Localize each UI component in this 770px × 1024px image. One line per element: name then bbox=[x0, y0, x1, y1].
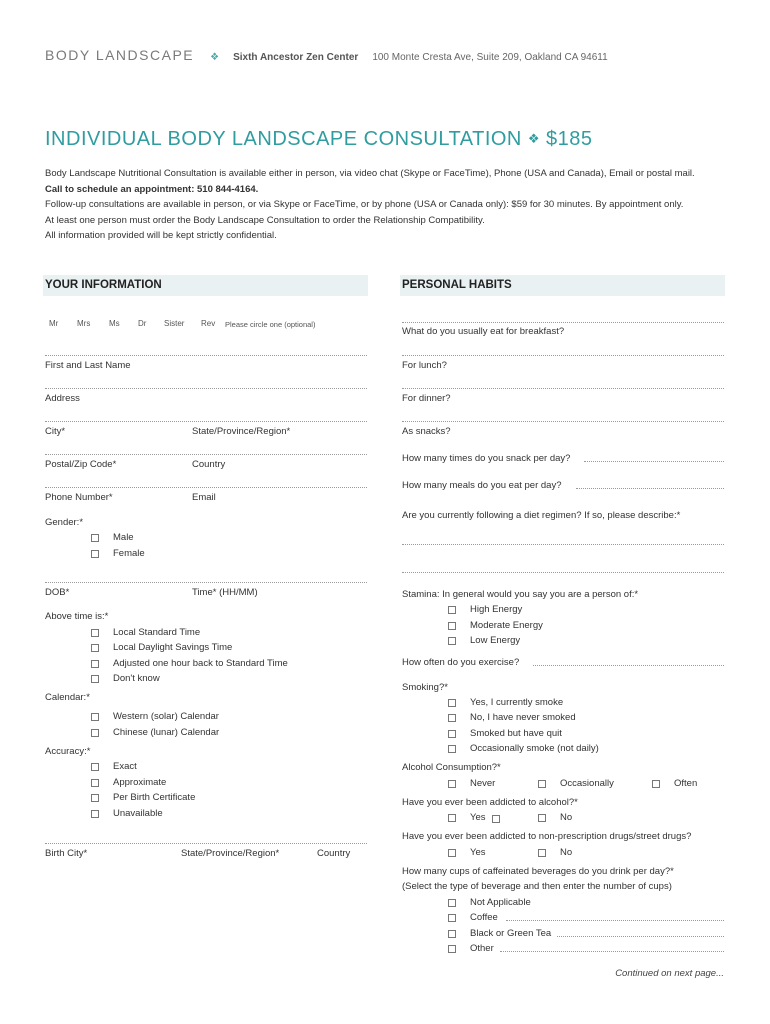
addicted-alcohol-yes-box[interactable] bbox=[492, 814, 500, 825]
title-option-mrs[interactable]: Mrs bbox=[77, 319, 91, 328]
checkbox[interactable] bbox=[91, 675, 99, 683]
meals-field[interactable] bbox=[576, 488, 724, 489]
checkbox[interactable] bbox=[448, 899, 456, 907]
snack-times-label: How many times do you snack per day? bbox=[402, 453, 571, 464]
country-label: Country bbox=[192, 459, 226, 470]
checkbox[interactable] bbox=[91, 794, 99, 802]
snacks-label: As snacks? bbox=[402, 426, 451, 437]
checkbox[interactable] bbox=[448, 637, 456, 645]
birth-city-label: Birth City* bbox=[45, 848, 88, 859]
diet-field-line[interactable] bbox=[402, 544, 724, 545]
intro-line: Body Landscape Nutritional Consultation is available either in person, via video chat (Skype or FaceTime), Phone (USA and Canada), Email or postal mail. bbox=[45, 168, 695, 179]
dob-field-line[interactable] bbox=[45, 582, 367, 583]
title-main: INDIVIDUAL BODY LANDSCAPE CONSULTATION bbox=[45, 128, 522, 150]
intro-line: Follow-up consultations are available in person, or via Skype or FaceTime, or by phone (USA or Canada only): $59 for 30 minutes. By appointment only. bbox=[45, 199, 684, 210]
title-option-dr[interactable]: Dr bbox=[138, 319, 147, 328]
checkbox[interactable] bbox=[91, 810, 99, 818]
title-option-sister[interactable]: Sister bbox=[164, 319, 185, 328]
checkbox[interactable] bbox=[91, 729, 99, 737]
exercise-label: How often do you exercise? bbox=[402, 657, 520, 668]
dob-label: DOB* bbox=[45, 587, 70, 598]
checkbox[interactable] bbox=[652, 780, 660, 788]
intro-phone-line: Call to schedule an appointment: 510 844-4164. bbox=[45, 183, 259, 195]
checkbox[interactable] bbox=[492, 815, 500, 823]
dinner-field-line[interactable] bbox=[402, 388, 724, 389]
stamina-label: Stamina: In general would you say you are a person of:* bbox=[402, 589, 639, 600]
calendar-label: Calendar:* bbox=[45, 692, 90, 703]
alcohol-label: Alcohol Consumption?* bbox=[402, 762, 501, 773]
address-field-line[interactable] bbox=[45, 388, 367, 389]
checkbox[interactable] bbox=[91, 763, 99, 771]
diamond-separator-icon: ❖ bbox=[210, 52, 220, 63]
other-cups-field[interactable] bbox=[500, 951, 724, 952]
center-name: Sixth Ancestor Zen Center bbox=[233, 52, 359, 63]
exercise-field[interactable] bbox=[533, 665, 724, 666]
diet-field-line[interactable] bbox=[402, 572, 724, 573]
checkbox[interactable] bbox=[91, 550, 99, 558]
continued-note: Continued on next page... bbox=[615, 968, 724, 979]
checkbox[interactable] bbox=[91, 713, 99, 721]
title-option-ms[interactable]: Ms bbox=[109, 319, 120, 328]
page-title bbox=[45, 128, 593, 151]
state-label: State/Province/Region* bbox=[192, 426, 291, 437]
checkbox[interactable] bbox=[448, 699, 456, 707]
checkbox[interactable] bbox=[448, 945, 456, 953]
snack-times-field[interactable] bbox=[584, 461, 724, 462]
checkbox[interactable] bbox=[91, 629, 99, 637]
checkbox[interactable] bbox=[538, 780, 546, 788]
section-heading-your-information: YOUR INFORMATION bbox=[43, 275, 368, 296]
title-note: Please circle one (optional) bbox=[225, 320, 316, 329]
time-label: Time* (HH/MM) bbox=[192, 587, 258, 598]
lunch-label: For lunch? bbox=[402, 360, 447, 371]
checkbox[interactable] bbox=[448, 730, 456, 738]
title-price: $185 bbox=[546, 128, 593, 150]
postal-code-label: Postal/Zip Code* bbox=[45, 459, 117, 470]
checkbox[interactable] bbox=[538, 814, 546, 822]
diet-label: Are you currently following a diet regimen? If so, please describe:* bbox=[402, 510, 681, 521]
smoking-label: Smoking?* bbox=[402, 682, 448, 693]
accuracy-label: Accuracy:* bbox=[45, 746, 91, 757]
address-label: Address bbox=[45, 393, 80, 404]
checkbox[interactable] bbox=[91, 534, 99, 542]
intro-line: At least one person must order the Body Landscape Consultation to order the Relationship Compatibility. bbox=[45, 214, 485, 226]
brand-name: BODY LANDSCAPE bbox=[45, 47, 195, 63]
checkbox[interactable] bbox=[91, 644, 99, 652]
lunch-field-line[interactable] bbox=[402, 355, 724, 356]
gender-label: Gender:* bbox=[45, 517, 84, 528]
checkbox[interactable] bbox=[448, 745, 456, 753]
breakfast-field-line[interactable] bbox=[402, 322, 724, 323]
meals-label: How many meals do you eat per day? bbox=[402, 480, 562, 491]
tea-cups-field[interactable] bbox=[557, 936, 724, 937]
breakfast-label: What do you usually eat for breakfast? bbox=[402, 326, 565, 337]
title-option-rev[interactable]: Rev bbox=[201, 319, 216, 328]
snacks-field-line[interactable] bbox=[402, 421, 724, 422]
first-last-name-label: First and Last Name bbox=[45, 360, 131, 371]
section-heading-personal-habits: PERSONAL HABITS bbox=[400, 275, 725, 296]
checkbox[interactable] bbox=[91, 660, 99, 668]
addicted-drugs-label: Have you ever been addicted to non-prescription drugs/street drugs? bbox=[402, 831, 692, 842]
phone-field-line[interactable] bbox=[45, 487, 367, 488]
postal-field-line[interactable] bbox=[45, 454, 367, 455]
checkbox[interactable] bbox=[448, 849, 456, 857]
coffee-cups-field[interactable] bbox=[506, 920, 724, 921]
intro-line: All information provided will be kept strictly confidential. bbox=[45, 230, 277, 241]
above-time-label: Above time is:* bbox=[45, 611, 109, 622]
birth-city-field-line[interactable] bbox=[45, 843, 367, 844]
checkbox[interactable] bbox=[448, 714, 456, 722]
intro-text bbox=[45, 166, 735, 244]
checkbox[interactable] bbox=[448, 780, 456, 788]
checkbox[interactable] bbox=[538, 849, 546, 857]
checkbox[interactable] bbox=[448, 914, 456, 922]
addicted-alcohol-label: Have you ever been addicted to alcohol?* bbox=[402, 797, 578, 808]
title-option-mr[interactable]: Mr bbox=[49, 319, 59, 328]
checkbox[interactable] bbox=[448, 930, 456, 938]
checkbox[interactable] bbox=[448, 606, 456, 614]
phone-label: Phone Number* bbox=[45, 492, 113, 503]
birth-country-label: Country bbox=[317, 848, 351, 859]
page-header bbox=[45, 47, 730, 63]
checkbox[interactable] bbox=[91, 779, 99, 787]
caffeine-note: (Select the type of beverage and then enter the number of cups) bbox=[402, 881, 672, 892]
name-field-line[interactable] bbox=[45, 355, 367, 356]
diamond-separator-icon: ❖ bbox=[527, 131, 541, 146]
city-field-line[interactable] bbox=[45, 421, 367, 422]
email-label: Email bbox=[192, 492, 216, 503]
city-label: City* bbox=[45, 426, 66, 437]
checkbox[interactable] bbox=[448, 814, 456, 822]
dinner-label: For dinner? bbox=[402, 393, 451, 404]
center-address: 100 Monte Cresta Ave, Suite 209, Oakland CA 94611 bbox=[372, 52, 608, 63]
birth-state-label: State/Province/Region* bbox=[181, 848, 280, 859]
caffeine-label: How many cups of caffeinated beverages do you drink per day?* bbox=[402, 866, 674, 877]
checkbox[interactable] bbox=[448, 622, 456, 630]
